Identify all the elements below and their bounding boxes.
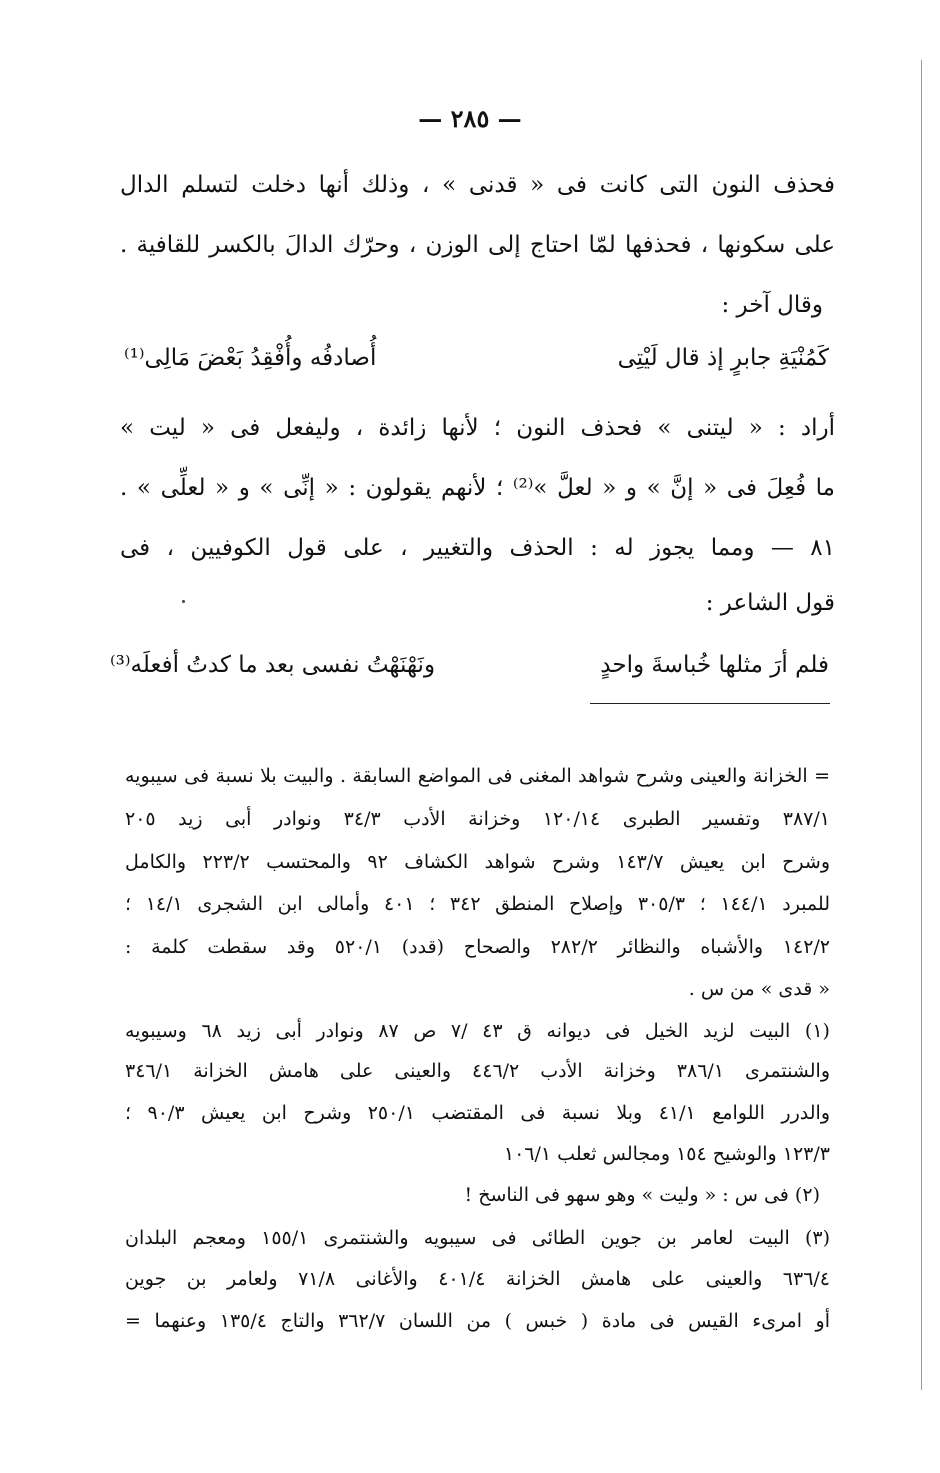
footnote-1: (١) البيت لزيد الخيل فى ديوانه ق ٤٣ /٧ ص ٨٧ ونوادر أبى زيد ٦٨ وسيبويه bbox=[125, 1020, 830, 1042]
footnote-1-line: والشنتمرى ٣٨٦/١ وخزانة الأدب ٤٤٦/٢ والعينى على هامش الخزانة ٣٤٦/١ bbox=[125, 1060, 830, 1082]
body-line: على سكونها ، فحذفها لمّا احتاج إلى الوزن ، وحرّك الدالَ بالكسر للقافية . bbox=[120, 232, 835, 258]
footnote-separator bbox=[590, 703, 830, 704]
page-edge-line bbox=[921, 60, 922, 1390]
scan-speck bbox=[182, 600, 185, 603]
body-line: ما فُعِلَ فى « إنَّ » و « لعلَّ »⁽²⁾ ؛ لأنهم يقولون : « إنِّى » و « لعلِّى » . bbox=[120, 475, 835, 501]
verse-intro: وقال آخر : bbox=[721, 292, 823, 318]
section-heading: ٨١ — ومما يجوز له : الحذف والتغيير ، على قول الكوفيين ، فى bbox=[120, 535, 835, 561]
verse-2-second-hemistich: ونَهْنَهْتُ نفسى بعد ما كدتُ أفعلَه⁽³⁾ bbox=[110, 652, 436, 678]
verse-2 bbox=[110, 652, 829, 678]
verse-1 bbox=[124, 345, 829, 371]
footnote-2: (٢) فى س : « وليت » وهو سهو فى الناسخ ! bbox=[464, 1184, 820, 1206]
footnote-line: ١٤٢/٢ والأشباه والنظائر ٢٨٢/٢ والصحاح (قدد) ٥٢٠/١ وقد سقطت كلمة : bbox=[125, 936, 831, 958]
footnote-line: للمبرد ١٤٤/١ ؛ ٣٠٥/٣ وإصلاح المنطق ٣٤٢ ؛ ٤٠١ وأمالى ابن الشجرى ١٤/١ ؛ bbox=[125, 893, 830, 915]
footnote-3-line: أو امرىء القيس فى مادة ( خبس ) من اللسان ٣٦٢/٧ والتاج ١٣٥/٤ وعنهما = bbox=[125, 1310, 830, 1332]
footnote-line: ٣٨٧/١ وتفسير الطبرى ١٢٠/١٤ وخزانة الأدب ٣٤/٣ ونوادر أبى زيد ٢٠٥ bbox=[125, 808, 830, 830]
footnote-line: = الخزانة والعينى وشرح شواهد المغنى فى المواضع السابقة . والبيت بلا نسبة فى سيبويه bbox=[125, 765, 830, 787]
footnote-line: وشرح ابن يعيش ١٤٣/٧ وشرح شواهد الكشاف ٩٢ والمحتسب ٢٢٣/٢ والكامل bbox=[125, 851, 830, 873]
verse-1-first-hemistich: كَمُنْيَةِ جابرٍ إذ قال لَيْتِى bbox=[617, 345, 829, 371]
body-line: قول الشاعر : bbox=[705, 590, 835, 616]
footnote-1-line: ١٢٣/٣ والوشيح ١٥٤ ومجالس ثعلب ١٠٦/١ bbox=[503, 1143, 830, 1165]
verse-1-second-hemistich: أُصادفُه وأُفْقِدُ بَعْضَ مَالِى⁽¹⁾ bbox=[124, 345, 377, 371]
footnote-3: (٣) البيت لعامر بن جوين الطائى فى سيبويه والشنتمرى ١٥٥/١ ومعجم البلدان bbox=[125, 1227, 830, 1249]
footnote-line: « قدى » من س . bbox=[688, 978, 830, 1000]
footnote-1-line: والدرر اللوامع ٤١/١ وبلا نسبة فى المقتضب ٢٥٠/١ وشرح ابن يعيش ٩٠/٣ ؛ bbox=[125, 1102, 830, 1124]
body-line: أراد : « ليتنى » فحذف النون ؛ لأنها زائدة ، وليفعل فى « ليت » bbox=[120, 415, 835, 441]
body-line: فحذف النون التى كانت فى « قدنى » ، وذلك أنها دخلت لتسلم الدال bbox=[120, 172, 835, 198]
footnote-3-line: ٦٣٦/٤ والعينى على هامش الخزانة ٤٠١/٤ والأغانى ٧١/٨ ولعامر بن جوين bbox=[125, 1268, 831, 1290]
page-number: — ٢٨٥ — bbox=[418, 104, 522, 133]
verse-2-first-hemistich: فلم أرَ مثلها خُباسةَ واحدٍ bbox=[600, 652, 829, 678]
